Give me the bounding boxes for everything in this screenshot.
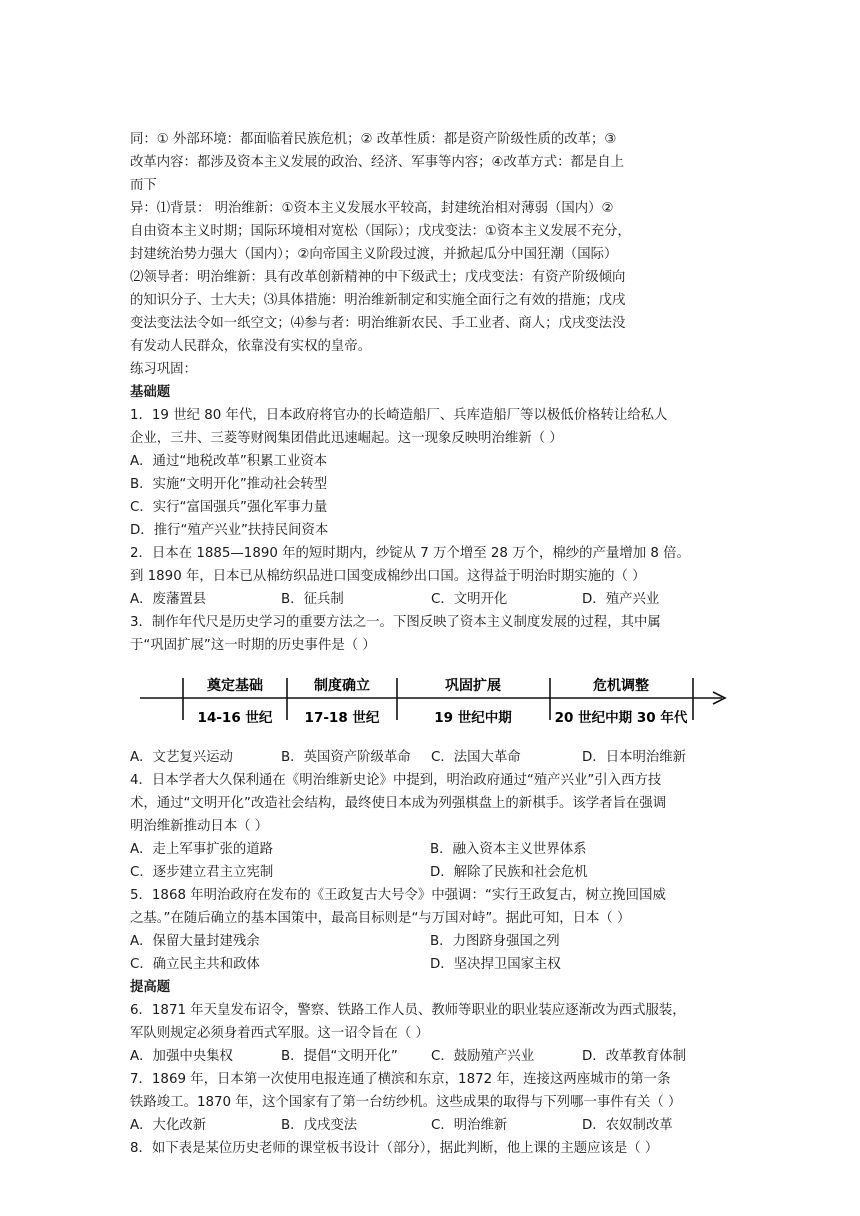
option-a: A．走上军事扩张的道路 <box>130 842 274 857</box>
text-line: 的知识分子、士大夫；⑶具体措施：明治维新制定和实施全面行之有效的措施；戊戌 <box>130 293 626 308</box>
option-a: A．保留大量封建残余 <box>130 934 260 949</box>
option-c: C．法国大革命 <box>431 750 521 765</box>
period-label: 19 世纪中期 <box>434 710 512 726</box>
options-row <box>130 746 730 769</box>
similarities-paragraph <box>130 128 730 197</box>
option-d: D．改革教育体制 <box>582 1049 687 1064</box>
question-text: 5．1868 年明治政府在发布的《王政复古大号令》中强调：“实行王政复古，树立挽回国威 <box>130 888 666 903</box>
option-b: B．征兵制 <box>281 592 344 607</box>
text-line: 改革内容：都涉及资本主义发展的政治、经济、军事等内容；④改革方式：都是自上 <box>130 155 625 170</box>
question-6 <box>130 999 730 1068</box>
stage-label: 危机调整 <box>593 678 649 694</box>
text-line: 有发动人民群众，依靠没有实权的皇帝。 <box>130 339 372 354</box>
question-text: 于“巩固扩展”这一时期的历史事件是（ ） <box>130 638 376 653</box>
option-c: C．文明开化 <box>431 592 508 607</box>
text-line: 而下 <box>130 178 157 193</box>
question-3 <box>130 611 730 769</box>
option-a: A．大化改新 <box>130 1118 207 1133</box>
options-row <box>130 953 730 976</box>
basic-section-heading: 基础题 <box>130 385 171 400</box>
option-d: D．坚决捍卫国家主权 <box>430 957 561 972</box>
option-b: B．融入资本主义世界体系 <box>430 842 587 857</box>
timeline-figure <box>130 668 730 738</box>
option-d: D．农奴制改革 <box>582 1118 673 1133</box>
options-row <box>130 1045 730 1068</box>
question-text: 7．1869 年，日本第一次使用电报连通了横滨和东京，1872 年，连接这两座城市的第一条 <box>130 1072 671 1087</box>
text-line: ⑵领导者：明治维新：具有改革创新精神的中下级武士；戊戌变法：有资产阶级倾向 <box>130 270 626 285</box>
option-b: B．力图跻身强国之列 <box>430 934 560 949</box>
option-d: D．推行“殖产兴业”扶持民间资本 <box>130 523 329 538</box>
question-text: 1．19 世纪 80 年代，日本政府将官办的长崎造船厂、兵库造船厂等以极低价格转让给私人 <box>130 408 668 423</box>
option-b: B．英国资产阶级革命 <box>281 750 411 765</box>
question-text: 军队则规定必须身着西式军服。这一诏令旨在（ ） <box>130 1026 429 1041</box>
question-8 <box>130 1137 730 1160</box>
practice-label: 练习巩固： <box>130 362 197 377</box>
option-c: C．逐步建立君主立宪制 <box>130 865 274 880</box>
options-row <box>130 861 730 884</box>
question-text: 6．1871 年天皇发布诏令，警察、铁路工作人员、教师等职业的职业装应逐渐改为西式服装， <box>130 1003 686 1018</box>
advanced-section-heading: 提高题 <box>130 980 171 995</box>
question-4 <box>130 769 730 884</box>
option-c: C．确立民主共和政体 <box>130 957 260 972</box>
stage-label: 制度确立 <box>314 678 370 694</box>
period-label: 17-18 世纪 <box>304 710 380 726</box>
option-a: A．通过“地税改革”积累工业资本 <box>130 454 328 469</box>
option-d: D．解除了民族和社会危机 <box>430 865 588 880</box>
timeline-svg <box>130 668 730 738</box>
option-c: C．实行“富国强兵”强化军事力量 <box>130 500 328 515</box>
text-line: 自由资本主义时期；国际环境相对宽松（国际）；戊戌变法：①资本主义发展不充分， <box>130 224 631 239</box>
document-page <box>130 128 730 1160</box>
option-a: A．加强中央集权 <box>130 1049 233 1064</box>
option-a: A．文艺复兴运动 <box>130 750 233 765</box>
option-c: C．鼓励殖产兴业 <box>431 1049 535 1064</box>
question-7 <box>130 1068 730 1137</box>
question-text: 2．日本在 1885—1890 年的短时期内，纱锭从 7 万个增至 28 万个，棉纱的产量增加 8 倍。 <box>130 546 690 561</box>
question-text: 企业，三井、三菱等财阀集团借此迅速崛起。这一现象反映明治维新（ ） <box>130 431 563 446</box>
differences-paragraph <box>130 197 730 358</box>
question-2 <box>130 542 730 611</box>
text-line: 变法变法法令如一纸空文；⑷参与者：明治维新农民、手工业者、商人；戊戌变法没 <box>130 316 626 331</box>
text-line: 异：⑴背景： 明治维新：①资本主义发展水平较高，封建统治相对薄弱（国内）② <box>130 201 614 216</box>
option-b: B．提倡“文明开化” <box>281 1049 398 1064</box>
stage-label: 巩固扩展 <box>445 678 501 694</box>
question-text: 铁路竣工。1870 年，这个国家有了第一台纺纱机。这些成果的取得与下列哪一事件有关（ ） <box>130 1095 682 1110</box>
question-text: 3．制作年代尺是历史学习的重要方法之一。下图反映了资本主义制度发展的过程，其中属 <box>130 615 661 630</box>
option-b: B．戊戌变法 <box>281 1118 358 1133</box>
period-label: 14-16 世纪 <box>197 710 273 726</box>
option-d: D．殖产兴业 <box>582 592 660 607</box>
option-c: C．明治维新 <box>431 1118 508 1133</box>
question-text: 4．日本学者大久保利通在《明治维新史论》中提到，明治政府通过“殖产兴业”引入西方技 <box>130 773 662 788</box>
question-text: 之基。”在随后确立的基本国策中，最高目标则是“与万国对峙”。据此可知，日本（ ） <box>130 911 631 926</box>
period-label: 20 世纪中期 30 年代 <box>554 710 688 726</box>
text-line: 同：① 外部环境：都面临着民族危机；② 改革性质：都是资产阶级性质的改革；③ <box>130 132 617 147</box>
question-1 <box>130 404 730 542</box>
option-b: B．实施“文明开化”推动社会转型 <box>130 477 328 492</box>
option-a: A．废藩置县 <box>130 592 207 607</box>
option-d: D．日本明治维新 <box>582 750 687 765</box>
stage-label: 奠定基础 <box>207 678 263 694</box>
question-5 <box>130 884 730 976</box>
options-row <box>130 930 730 953</box>
question-text: 明治维新推动日本（ ） <box>130 819 269 834</box>
question-text: 术，通过“文明开化”改造社会结构，最终使日本成为列强棋盘上的新棋手。该学者旨在强调 <box>130 796 667 811</box>
options-row <box>130 1114 730 1137</box>
text-line: 封建统治势力强大（国内）；②向帝国主义阶段过渡，并掀起瓜分中国狂潮（国际） <box>130 247 618 262</box>
options-row <box>130 588 730 611</box>
question-text: 到 1890 年，日本已从棉纺织品进口国变成棉纱出口国。这得益于明治时期实施的（ ） <box>130 569 646 584</box>
options-row <box>130 838 730 861</box>
question-text: 8．如下表是某位历史老师的课堂板书设计（部分），据此判断，他上课的主题应该是（ ） <box>130 1141 659 1156</box>
